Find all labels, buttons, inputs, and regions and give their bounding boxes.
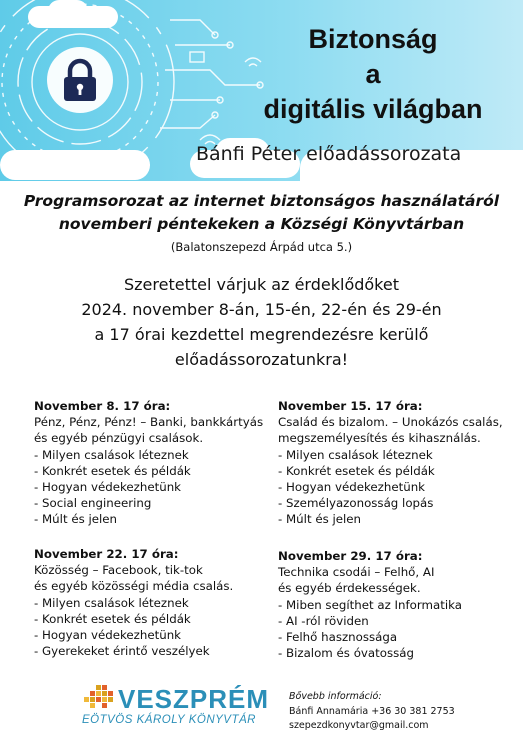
logo-pixel-icon [102, 685, 107, 690]
cloud-shape [0, 150, 150, 180]
session-line: - Milyen csalások léteznek [34, 595, 189, 610]
logo-pixel-icon [102, 697, 107, 702]
venue-address: (Balatonszepezd Árpád utca 5.) [170, 240, 353, 254]
welcome-line: a 17 órai kezdettel megrendezésre kerülő [94, 325, 429, 344]
session-line: és egyéb pénzügyi csalások. [34, 431, 204, 446]
session-line: - Milyen csalások léteznek [278, 447, 433, 462]
welcome-line: előadássorozatunkra! [174, 350, 349, 369]
session-nov-15 [278, 398, 503, 528]
logo-pixel-icon [102, 703, 107, 708]
cloud-shape [48, 0, 88, 22]
welcome-message [0, 272, 523, 372]
session-line: - AI -ról röviden [278, 613, 369, 628]
contact-label: Bővebb információ: [289, 691, 382, 702]
session-line: - Konkrét esetek és példák [34, 611, 191, 626]
title-line: Biztonság [308, 24, 438, 54]
welcome-line: 2024. november 8-án, 15-én, 22-én és 29-én [81, 300, 442, 319]
session-nov-29 [278, 548, 462, 661]
page-title [243, 22, 503, 127]
session-nov-22 [34, 546, 233, 659]
session-line: és egyéb közösségi média csalás. [34, 579, 234, 594]
session-line: Pénz, Pénz, Pénz! – Banki, bankkártyás [34, 415, 264, 430]
session-line: - Múlt és jelen [278, 512, 362, 527]
contact-email: szepezdkonyvtar@gmail.com [289, 720, 429, 731]
session-line: Család és bizalom. – Unokázós csalás, [278, 415, 503, 430]
lock-icon [46, 46, 114, 114]
contact-info [289, 690, 455, 734]
session-line: - Konkrét esetek és példák [278, 463, 435, 478]
session-line: - Bizalom és óvatosság [278, 646, 414, 661]
session-line: - Múlt és jelen [34, 512, 118, 527]
intro-line: Programsorozat az internet biztonságos használatáról [23, 192, 500, 210]
title-line: a [365, 59, 381, 89]
session-line: - Felhő hasznossága [278, 630, 398, 645]
session-line: megszemélyesítés és kihasználás. [278, 431, 481, 446]
session-line: - Gyerekeket érintő veszélyek [34, 644, 210, 659]
intro-line: novemberi péntekeken a Községi Könyvtárban [58, 215, 465, 233]
session-line: - Milyen csalások léteznek [34, 447, 189, 462]
logo-pixel-icon [102, 691, 107, 696]
session-heading: November 8. 17 óra: [34, 399, 171, 413]
session-line: - Hogyan védekezhetünk [34, 628, 182, 643]
logo-pixel-icon [90, 697, 95, 702]
intro-section [0, 190, 523, 256]
session-line: Technika csodái – Felhő, AI [278, 565, 435, 580]
session-line: - Hogyan védekezhetünk [34, 480, 182, 495]
logo-pixel-icon [90, 691, 95, 696]
welcome-line: Szeretettel várjuk az érdeklődőket [124, 275, 399, 294]
session-line: - Személyazonosság lopás [278, 496, 434, 511]
brand-subtitle: EÖTVÖS KÁROLY KÖNYVTÁR [82, 714, 256, 726]
logo-pixel-icon [108, 697, 113, 702]
logo-pixel-icon [96, 685, 101, 690]
session-line: Közösség – Facebook, tik-tok [34, 563, 203, 578]
page-subtitle: Bánfi Péter előadássorozata [196, 143, 462, 165]
header-banner [0, 0, 523, 181]
contact-name-phone: Bánfi Annamária +36 30 381 2753 [289, 705, 455, 717]
session-line: - Konkrét esetek és példák [34, 463, 191, 478]
session-heading: November 22. 17 óra: [34, 547, 179, 561]
session-heading: November 15. 17 óra: [278, 399, 423, 413]
session-nov-8 [34, 398, 263, 528]
brand-name: VESZPRÉM [118, 684, 270, 714]
logo-pixel-icon [90, 703, 95, 708]
logo-pixel-icon [108, 691, 113, 696]
title-line: digitális világban [263, 94, 483, 124]
session-line: - Miben segíthet az Informatika [278, 597, 462, 612]
logo-pixel-icon [96, 691, 101, 696]
session-line: és egyéb érdekességek. [278, 581, 421, 596]
logo-pixel-icon [96, 697, 101, 702]
logo-pixel-icon [84, 697, 89, 702]
session-heading: November 29. 17 óra: [278, 549, 423, 563]
session-line: - Social engineering [34, 496, 152, 511]
session-line: - Hogyan védekezhetünk [278, 480, 426, 495]
